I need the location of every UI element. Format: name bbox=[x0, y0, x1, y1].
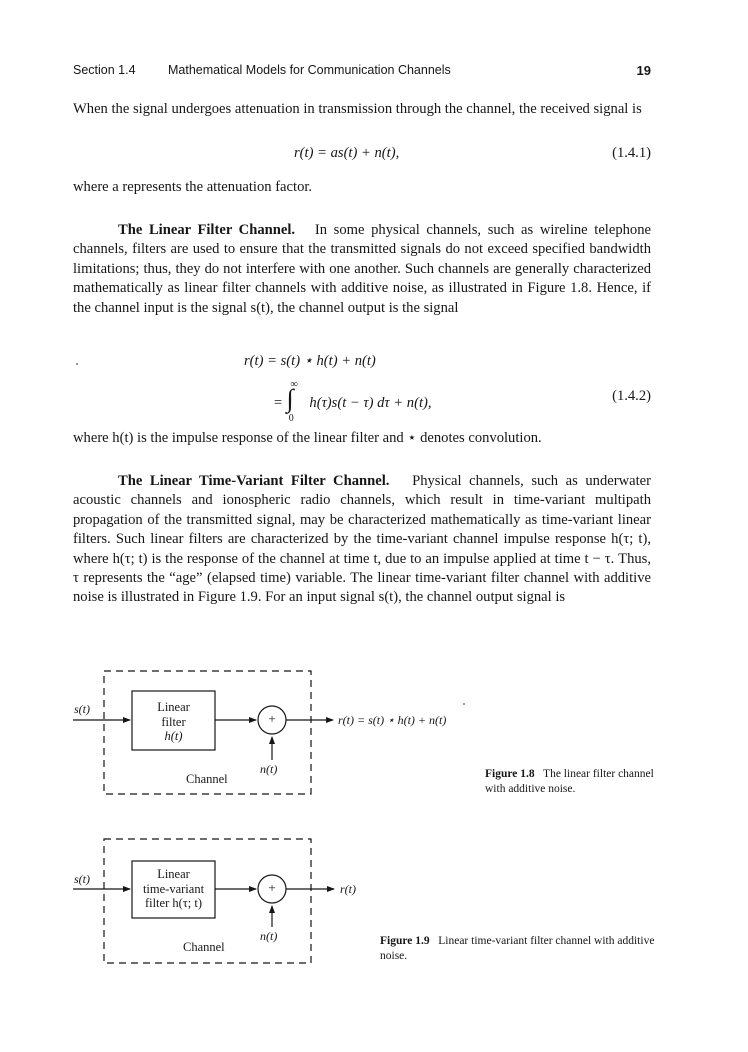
paragraph-convolution: where h(t) is the impulse response of the linear filter and ⋆ denotes convolution. bbox=[73, 430, 542, 446]
equation-1-4-1: r(t) = as(t) + n(t), bbox=[294, 145, 400, 161]
equation-1-4-2-line2: = $\int^\infty_0$ h(τ)s(t − τ) dτ + n(t), bbox=[273, 379, 432, 424]
section-body-linear-filter: In some physical channels, such as wireline telephone channels, filters are used to ensure that the transmitted signals do not exceed specified bandwidth limitations; thus, they do not interfere with one another. Such channels are generally characterized mathematically as linear filter channels with additive noise, as illustrated in Figure 1.8. Hence, if the channel input is the signal s(t), the channel output is the signal bbox=[73, 222, 652, 316]
equation-number-1-4-1: (1.4.1) bbox=[612, 145, 651, 161]
paragraph-attenuation-factor: where a represents the attenuation factor. bbox=[73, 179, 313, 195]
integrand: h(τ)s(t − τ) dτ + n(t), bbox=[309, 395, 432, 411]
fig1-caption-text: The linear filter channel with additive noise. bbox=[485, 768, 654, 795]
header-section: Section 1.4 bbox=[73, 63, 136, 77]
fig2-noise-label: n(t) bbox=[260, 929, 278, 943]
paragraph-attenuation: When the signal undergoes attenuation in transmission through the channel, the received signal is bbox=[73, 101, 642, 117]
page-number: 19 bbox=[636, 63, 651, 78]
fig2-channel-label: Channel bbox=[183, 940, 225, 954]
integral-lower-limit: 0 bbox=[288, 412, 294, 424]
fig2-filter-label bbox=[132, 867, 215, 911]
fig1-adder-symbol: + bbox=[268, 711, 276, 726]
section-title-time-variant: The Linear Time-Variant Filter Channel. bbox=[118, 473, 390, 489]
header-title: Mathematical Models for Communication Channels bbox=[168, 63, 451, 77]
integral-sign: ∫ bbox=[286, 384, 294, 413]
fig2-filter-line3: filter h(τ; t) bbox=[144, 896, 203, 910]
fig2-filter-line2: time-variant bbox=[142, 881, 205, 896]
fig2-output-label: r(t) bbox=[340, 882, 356, 896]
fig1-filter-line1: Linear bbox=[157, 700, 190, 714]
equation-1-4-2-line1: r(t) = s(t) ⋆ h(t) + n(t) bbox=[244, 353, 376, 369]
fig2-input-label: s(t) bbox=[74, 872, 90, 886]
fig2-adder-symbol: + bbox=[268, 880, 276, 895]
fig1-output-label: r(t) = s(t) ⋆ h(t) + n(t) bbox=[338, 713, 447, 727]
section-body-time-variant: Physical channels, such as underwater acoustic channels and ionospheric radio channels, which result in time-variant multipath propagation of the transmitted signal, may be characterized mathematically as time-variant linear filters. Such linear filters are characterized by the time-variant channel impulse response h(τ; t), where h(τ; t) is the response of the channel at time t, due to an impulse applied at time t − τ. Thus, τ represents the “age” (elapsed time) variable. The linear time-variant filter channel with additive noise is illustrated in Figure 1.9. For an input signal s(t), the channel output signal is bbox=[73, 473, 652, 606]
fig2-caption-label: Figure 1.9 bbox=[380, 935, 430, 947]
fig1-filter-line2: filter bbox=[161, 714, 186, 729]
fig2-caption-text: Linear time-variant filter channel with additive noise. bbox=[380, 935, 655, 962]
figure-1-9-caption bbox=[380, 934, 670, 964]
fig2-filter-line1: Linear bbox=[157, 867, 190, 881]
fig1-input-label: s(t) bbox=[74, 702, 90, 716]
equation-number-1-4-2: (1.4.2) bbox=[612, 388, 651, 404]
integral-upper-limit: ∞ bbox=[290, 379, 298, 391]
section-title-linear-filter: The Linear Filter Channel. bbox=[118, 222, 296, 238]
fig1-channel-label: Channel bbox=[186, 772, 228, 786]
fig1-caption-label: Figure 1.8 bbox=[485, 768, 535, 780]
fig1-filter-line3: h(t) bbox=[164, 729, 183, 743]
fig1-noise-label: n(t) bbox=[260, 762, 278, 776]
